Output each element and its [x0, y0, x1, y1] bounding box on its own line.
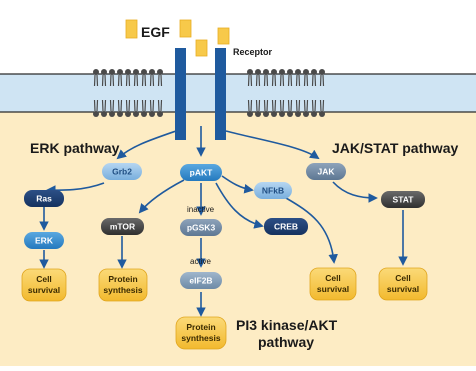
node-erk-label: ERK	[35, 235, 53, 246]
node-stat	[381, 191, 425, 208]
node-eif2b	[180, 272, 222, 289]
node-ras-label: Ras	[36, 193, 52, 204]
node-creb-label: CREB	[273, 221, 299, 232]
output-erk-line2: survival	[27, 285, 61, 295]
edge-label-active: active	[190, 257, 211, 266]
pi3k-pathway-title-line1: PI3 kinase/AKT	[236, 317, 338, 333]
egf-ligand	[126, 20, 137, 38]
receptor-left-chain	[175, 48, 186, 140]
pi3k-pathway-title-line2: pathway	[258, 334, 315, 350]
membrane-band	[0, 74, 476, 112]
node-nfkb-label: NFkB	[261, 185, 285, 196]
node-grb2	[102, 163, 142, 180]
output-creb-cell-survival	[310, 268, 356, 300]
receptor-right-chain	[215, 48, 226, 140]
egf-ligand	[196, 40, 207, 56]
node-creb	[264, 218, 308, 235]
node-mtor	[101, 218, 144, 235]
output-creb-line2: survival	[316, 284, 350, 294]
node-pakt-label: pAKT	[189, 167, 213, 178]
output-mtor-line2: synthesis	[103, 285, 143, 295]
output-erk-cell-survival	[22, 269, 66, 301]
output-stat-line1: Cell	[395, 273, 411, 283]
node-grb2-label: Grb2	[112, 166, 132, 177]
output-stat-line2: survival	[386, 284, 420, 294]
edge-label-inactive: inactive	[187, 205, 215, 214]
node-jak	[306, 163, 346, 180]
output-pi3k-line1: Protein	[186, 322, 216, 332]
node-nfkb	[254, 182, 292, 199]
egf-label: EGF	[141, 24, 170, 40]
node-erk	[24, 232, 64, 249]
output-pi3k-protein-synthesis	[176, 317, 226, 349]
node-eif2b-label: eIF2B	[189, 275, 213, 286]
egf-ligand	[218, 28, 229, 44]
output-stat-cell-survival	[379, 268, 427, 300]
output-creb-line1: Cell	[325, 273, 341, 283]
node-mtor-label: mTOR	[109, 221, 136, 232]
output-mtor-protein-synthesis	[99, 269, 147, 301]
node-pakt	[180, 164, 222, 181]
node-pgsk3	[180, 219, 222, 236]
erk-pathway-title: ERK pathway	[30, 140, 120, 156]
node-ras	[24, 190, 64, 207]
receptor-label: Receptor	[233, 47, 273, 57]
output-erk-line1: Cell	[36, 274, 52, 284]
node-stat-label: STAT	[392, 194, 414, 205]
node-jak-label: JAK	[317, 166, 335, 177]
node-pgsk3-label: pGSK3	[186, 222, 216, 233]
jakstat-pathway-title: JAK/STAT pathway	[332, 140, 459, 156]
output-pi3k-line2: synthesis	[181, 333, 221, 343]
egf-ligand	[180, 20, 191, 37]
output-mtor-line1: Protein	[108, 274, 138, 284]
